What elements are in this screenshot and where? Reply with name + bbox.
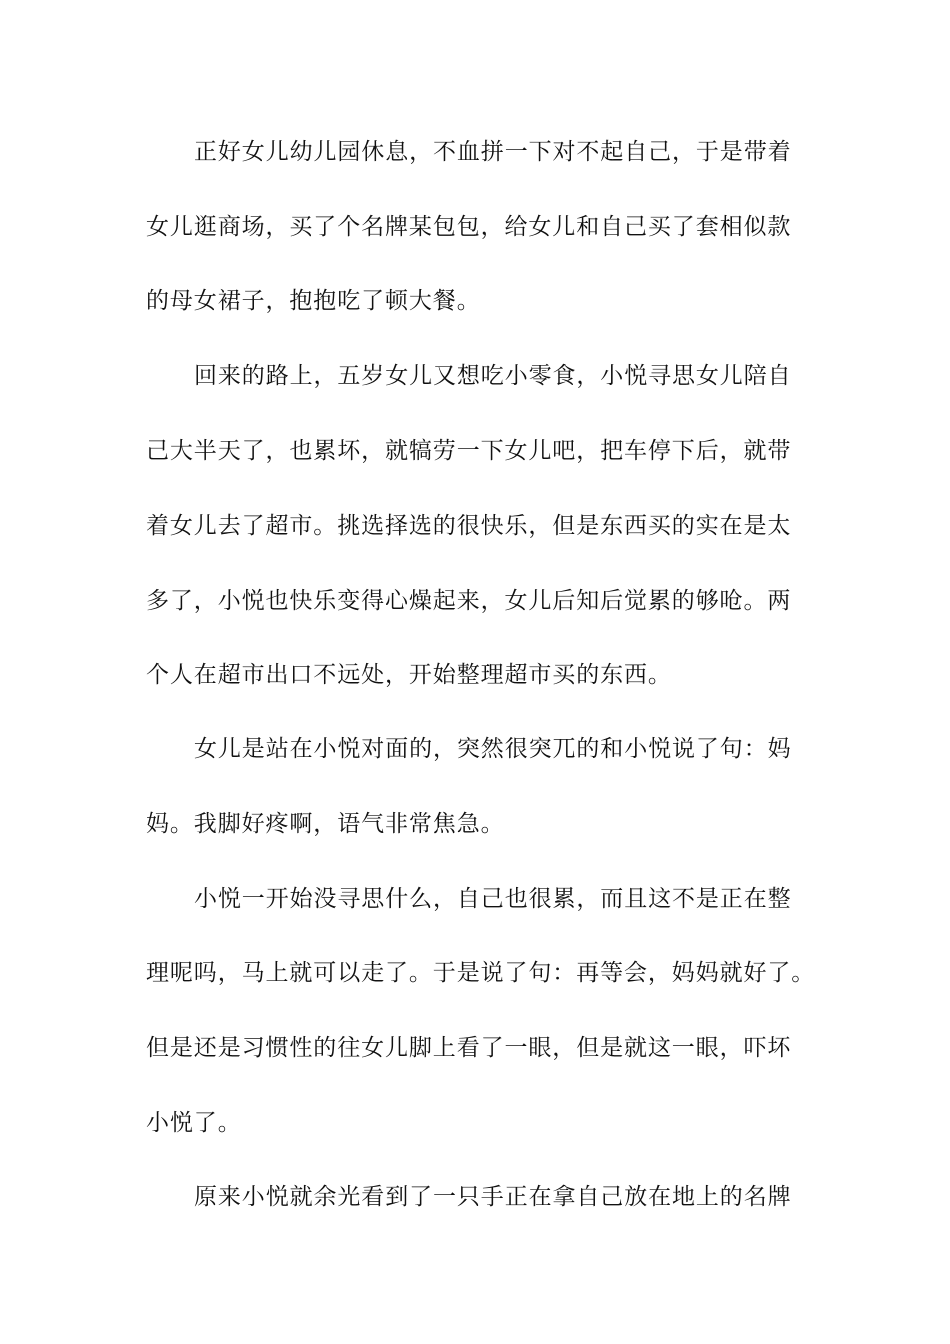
paragraph-2-line-3: 着女儿去了超市。挑选择选的很快乐，但是东西买的实在是太: [146, 513, 792, 539]
paragraph-2-line-5: 个人在超市出口不远处，开始整理超市买的东西。: [146, 662, 672, 688]
paragraph-4-line-1: 小悦一开始没寻思什么，自己也很累，而且这不是正在整: [194, 886, 792, 912]
paragraph-1-line-1: 正好女儿幼儿园休息，不血拼一下对不起自己，于是带着: [194, 139, 792, 165]
paragraph-1-line-2: 女儿逛商场，买了个名牌某包包，给女儿和自己买了套相似款: [146, 214, 792, 240]
paragraph-4-line-2: 理呢吗，马上就可以走了。于是说了句：再等会，妈妈就好了。: [146, 960, 816, 986]
paragraph-3-line-1: 女儿是站在小悦对面的，突然很突兀的和小悦说了句：妈: [194, 736, 792, 762]
paragraph-2-line-2: 己大半天了，也累坏，就犒劳一下女儿吧，把车停下后，就带: [146, 438, 792, 464]
paragraph-2-line-4: 多了，小悦也快乐变得心燥起来，女儿后知后觉累的够呛。两: [146, 588, 792, 614]
paragraph-3-line-2: 妈。我脚好疼啊，语气非常焦急。: [146, 811, 505, 837]
paragraph-4-line-4: 小悦了。: [146, 1110, 242, 1136]
paragraph-4-line-3: 但是还是习惯性的往女儿脚上看了一眼，但是就这一眼，吓坏: [146, 1035, 792, 1061]
paragraph-1-line-3: 的母女裙子，抱抱吃了顿大餐。: [146, 288, 481, 314]
paragraph-5-line-1: 原来小悦就余光看到了一只手正在拿自己放在地上的名牌: [194, 1184, 792, 1210]
paragraph-2-line-1: 回来的路上，五岁女儿又想吃小零食，小悦寻思女儿陪自: [194, 363, 792, 389]
